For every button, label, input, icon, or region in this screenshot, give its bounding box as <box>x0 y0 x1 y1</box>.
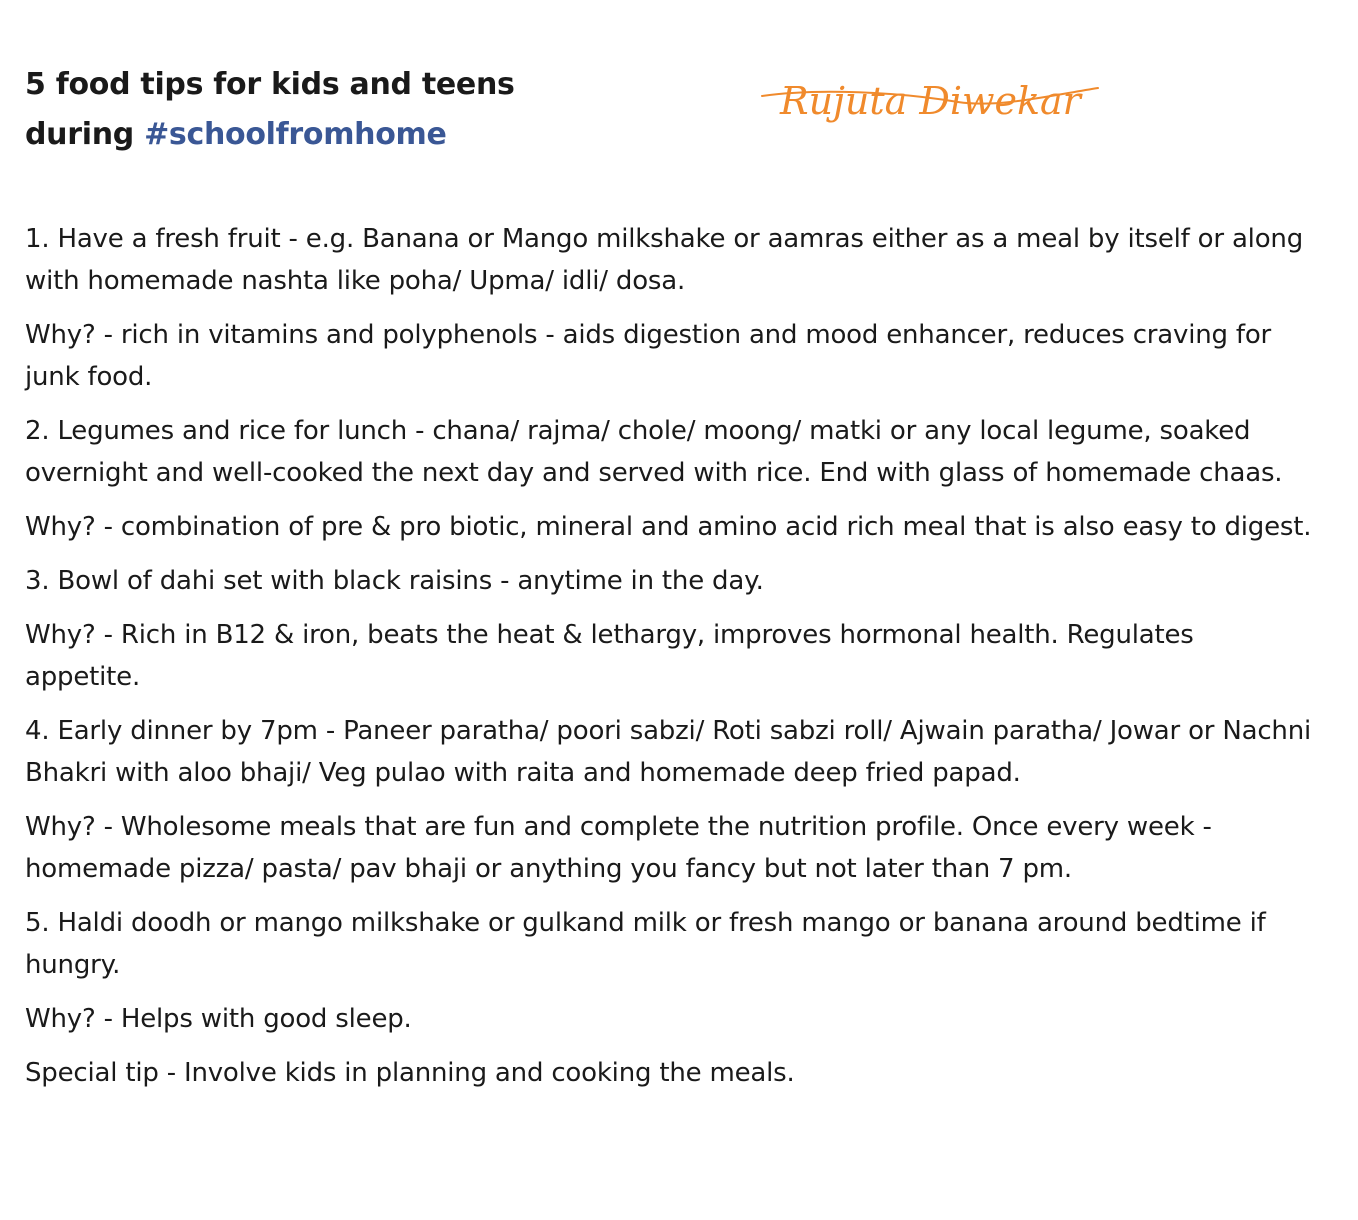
tip-4: 4. Early dinner by 7pm - Paneer paratha/ poori sabzi/ Roti sabzi roll/ Ajwain paratha/ Jowar or Nachni Bhakri with aloo bhaji/ Veg pulao with raita and homemade deep fried papad. <box>25 716 1312 788</box>
author-signature <box>758 66 1128 146</box>
title-line-1: 5 food tips for kids and teens <box>25 67 515 102</box>
hashtag-link[interactable]: #schoolfromhome <box>144 117 447 152</box>
tip-2: 2. Legumes and rice for lunch - chana/ rajma/ chole/ moong/ matki or any local legume, soaked overnight and well-cooked the next day and served with rice. End with glass of homemade chaas. <box>25 416 1283 488</box>
title-line-2 <box>25 110 515 160</box>
tips-body <box>25 218 1315 1106</box>
signature-graphic <box>758 66 1128 146</box>
tip-2-why: Why? - combination of pre & pro biotic, mineral and amino acid rich meal that is also easy to digest. <box>25 512 1312 542</box>
special-tip: Special tip - Involve kids in planning and cooking the meals. <box>25 1058 795 1088</box>
tip-3-why: Why? - Rich in B12 & iron, beats the heat & lethargy, improves hormonal health. Regulates appetite. <box>25 620 1194 692</box>
tip-4-why: Why? - Wholesome meals that are fun and complete the nutrition profile. Once every week - homemade pizza/ pasta/ pav bhaji or anything you fancy but not later than 7 pm. <box>25 812 1212 884</box>
tip-5: 5. Haldi doodh or mango milkshake or gulkand milk or fresh mango or banana around bedtime if hungry. <box>25 908 1266 980</box>
page-title <box>25 60 515 160</box>
title-line-2-prefix: during <box>25 117 145 152</box>
signature-text: Rujuta Diwekar <box>780 79 1081 123</box>
tip-3: 3. Bowl of dahi set with black raisins - anytime in the day. <box>25 566 764 596</box>
tip-1-why: Why? - rich in vitamins and polyphenols - aids digestion and mood enhancer, reduces craving for junk food. <box>25 320 1272 392</box>
tip-5-why: Why? - Helps with good sleep. <box>25 1004 412 1034</box>
tip-1: 1. Have a fresh fruit - e.g. Banana or Mango milkshake or aamras either as a meal by itself or along with homemade nashta like poha/ Upma/ idli/ dosa. <box>25 224 1303 296</box>
